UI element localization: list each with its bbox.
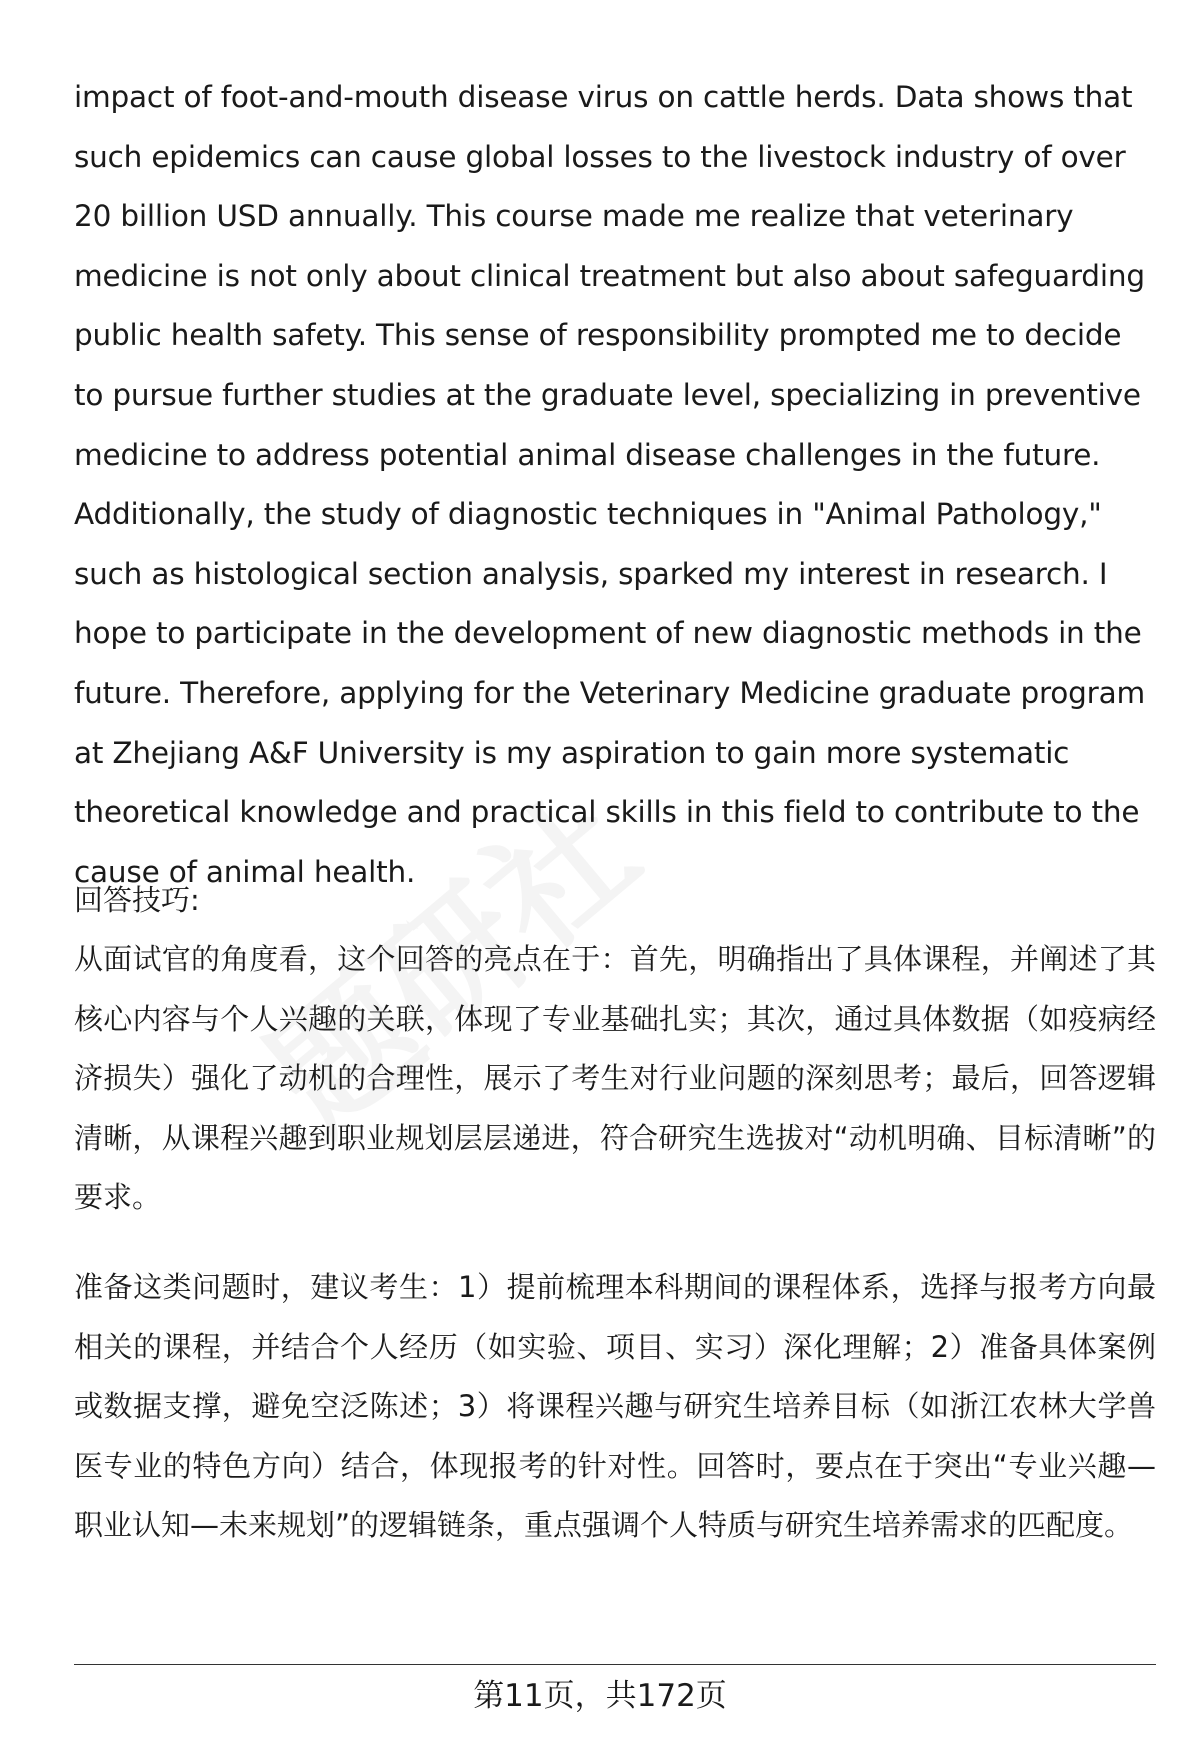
english-answer-paragraph: impact of foot-and-mouth disease virus on cattle herds. Data shows that such epidemics can cause global losses to the livestock industry of over 20 billion USD annually. This course made me realize that veterinary medicine is not only about clinical treatment but also about safeguarding public health safety. This sense of responsibility prompted me to decide to pursue further studies at the graduate level, specializing in preventive medicine to address potential animal disease challenges in the future. Additionally, the study of diagnostic techniques in "Animal Pathology," such as histological section analysis, sparked my interest in research. I hope to participate in the development of new diagnostic methods in the future. Therefore, applying for the Veterinary Medicine graduate program at Zhejiang A&F University is my aspiration to gain more systematic theoretical knowledge and practical skills in this field to contribute to the cause of animal health. <box>74 80 1145 889</box>
page-number-footer: 第11页，共172页 <box>473 1678 727 1714</box>
section-heading-answer-tips: 回答技巧: <box>74 883 200 917</box>
tips-paragraph-interviewer-view: 从面试官的角度看，这个回答的亮点在于：首先，明确指出了具体课程，并阐述了其核心内容与个人兴趣的关联，体现了专业基础扎实；其次，通过具体数据（如疫病经济损失）强化了动机的合理性，展示了考生对行业问题的深刻思考；最后，回答逻辑清晰，从课程兴趣到职业规划层层递进，符合研究生选拔对“动机明确、目标清晰”的要求。 <box>74 942 1156 1214</box>
footer-divider <box>74 1664 1156 1665</box>
tips-paragraph-preparation-advice: 准备这类问题时，建议考生：1）提前梳理本科期间的课程体系，选择与报考方向最相关的课程，并结合个人经历（如实验、项目、实习）深化理解；2）准备具体案例或数据支撑，避免空泛陈述；3）将课程兴趣与研究生培养目标（如浙江农林大学兽医专业的特色方向）结合，体现报考的针对性。回答时，要点在于突出“专业兴趣—职业认知—未来规划”的逻辑链条，重点强调个人特质与研究生培养需求的匹配度。 <box>74 1270 1156 1542</box>
